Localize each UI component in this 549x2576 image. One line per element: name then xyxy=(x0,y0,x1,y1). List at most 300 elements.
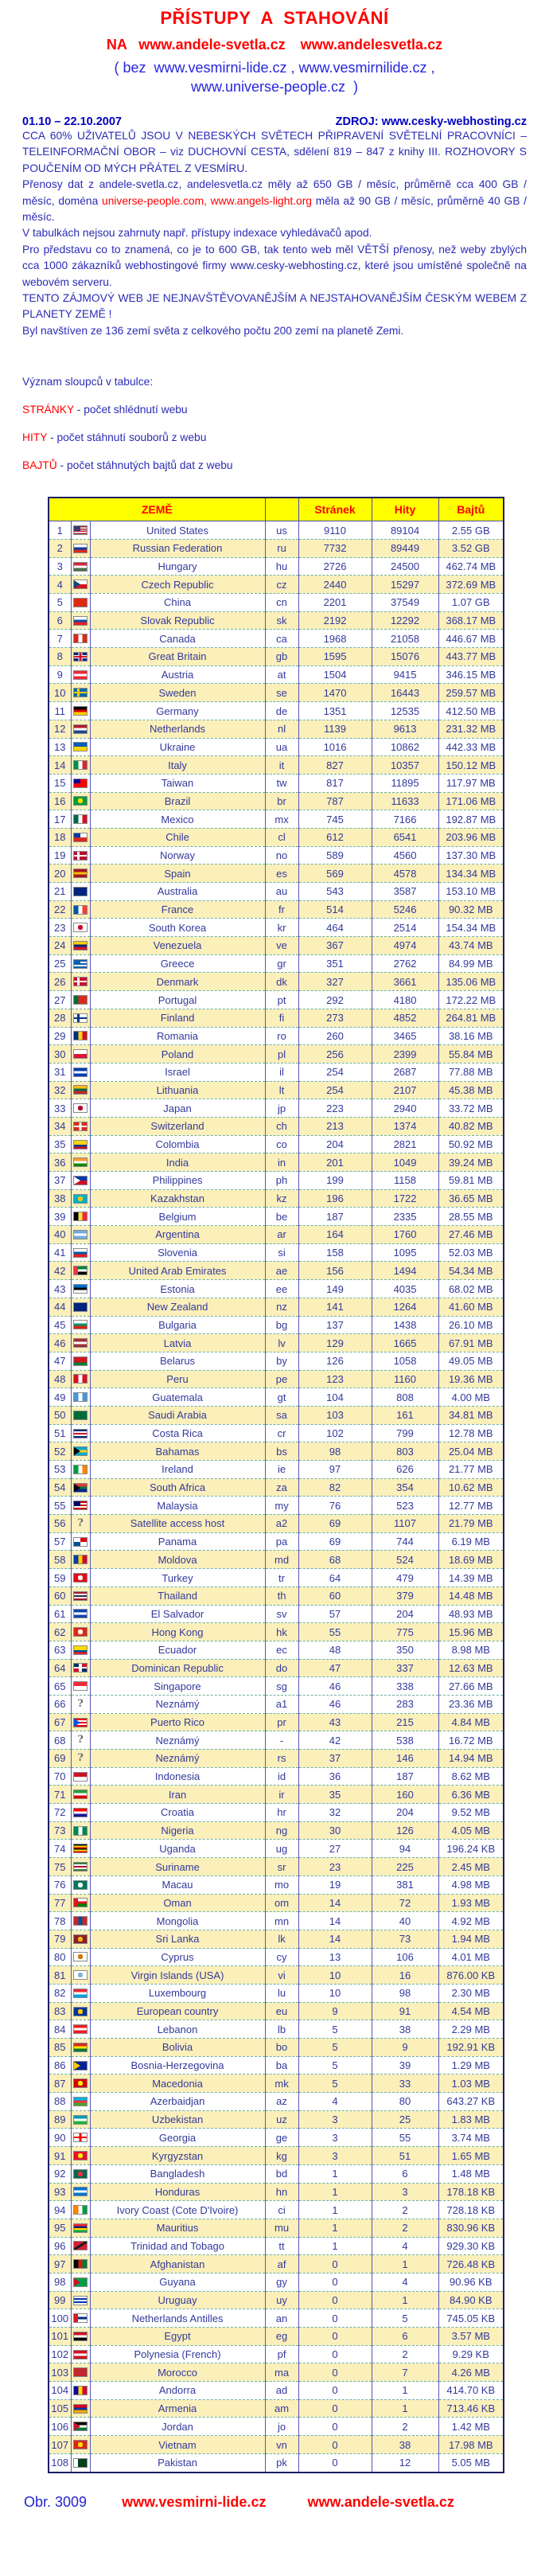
hits-value: 225 xyxy=(372,1858,438,1876)
country-code: lt xyxy=(265,1081,298,1099)
bytes-value: 12.78 MB xyxy=(438,1424,504,1442)
bytes-value: 1.48 MB xyxy=(438,2164,504,2183)
pages-value: 199 xyxy=(298,1172,372,1190)
country-name: Dominican Republic xyxy=(90,1659,265,1677)
country-flag-icon xyxy=(73,2043,88,2052)
table-row xyxy=(49,1298,504,1316)
hits-value: 4 xyxy=(372,2237,438,2255)
hits-value: 89104 xyxy=(372,521,438,540)
country-code: by xyxy=(265,1352,298,1370)
flag-cell xyxy=(71,954,90,973)
flag-cell xyxy=(71,1027,90,1045)
pages-value: 4 xyxy=(298,2093,372,2111)
country-name: Great Britain xyxy=(90,648,265,666)
country-name: Ireland xyxy=(90,1461,265,1479)
table-row xyxy=(49,1442,504,1461)
country-code: be xyxy=(265,1208,298,1226)
table-row xyxy=(49,2093,504,2111)
table-row xyxy=(49,1984,504,2002)
table-row xyxy=(49,2399,504,2418)
country-name: Morocco xyxy=(90,2363,265,2382)
bytes-value: 4.98 MB xyxy=(438,1875,504,1894)
bytes-value: 4.84 MB xyxy=(438,1713,504,1731)
rank-cell: 78 xyxy=(49,1912,71,1930)
country-code: mk xyxy=(265,2074,298,2093)
rank-cell: 95 xyxy=(49,2219,71,2237)
country-name: Peru xyxy=(90,1370,265,1388)
country-name: United Arab Emirates xyxy=(90,1262,265,1280)
bytes-value: 414.70 KB xyxy=(438,2382,504,2400)
flag-cell xyxy=(71,2093,90,2111)
hits-value: 2 xyxy=(372,2201,438,2219)
hits-value: 2399 xyxy=(372,1045,438,1064)
rank-cell: 26 xyxy=(49,973,71,991)
country-flag-icon xyxy=(73,1302,88,1312)
country-name: Hungary xyxy=(90,557,265,576)
hits-value: 15297 xyxy=(372,576,438,594)
country-code: hu xyxy=(265,557,298,576)
country-code: dk xyxy=(265,973,298,991)
rank-cell: 17 xyxy=(49,810,71,829)
country-name: Jordan xyxy=(90,2418,265,2436)
country-flag-icon xyxy=(73,2367,88,2377)
country-flag-icon xyxy=(73,616,88,626)
flag-cell xyxy=(71,1226,90,1244)
flag-cell xyxy=(71,2255,90,2274)
country-flag-icon xyxy=(73,634,88,643)
rank-cell: 91 xyxy=(49,2147,71,2165)
country-name: Uzbekistan xyxy=(90,2110,265,2129)
flag-cell xyxy=(71,1334,90,1352)
hits-value: 1160 xyxy=(372,1370,438,1388)
country-code: ee xyxy=(265,1280,298,1298)
bytes-value: 1.65 MB xyxy=(438,2147,504,2165)
country-code: ge xyxy=(265,2129,298,2147)
pages-value: 42 xyxy=(298,1731,372,1750)
site-link-andelesvetla[interactable]: www.andelesvetla.cz xyxy=(300,37,443,53)
pages-value: 351 xyxy=(298,954,372,973)
country-flag-icon: ? xyxy=(77,1697,84,1710)
rank-cell: 37 xyxy=(49,1172,71,1190)
pages-value: 2726 xyxy=(298,557,372,576)
bytes-value: 3.57 MB xyxy=(438,2328,504,2346)
source-link[interactable]: ZDROJ: www.cesky-webhosting.cz xyxy=(335,115,527,128)
bytes-value: 1.83 MB xyxy=(438,2110,504,2129)
bytes-value: 27.66 MB xyxy=(438,1677,504,1696)
bytes-value: 2.45 MB xyxy=(438,1858,504,1876)
flag-cell xyxy=(71,1370,90,1388)
rank-cell: 60 xyxy=(49,1587,71,1605)
country-code: co xyxy=(265,1135,298,1153)
footer-link-vesmirni-lide[interactable]: www.vesmirni-lide.cz xyxy=(122,2493,267,2510)
flag-cell xyxy=(71,1497,90,1515)
table-row xyxy=(49,702,504,720)
pages-value: 36 xyxy=(298,1767,372,1786)
rank-cell: 83 xyxy=(49,2002,71,2020)
country-flag-icon xyxy=(73,2386,88,2395)
pages-value: 68 xyxy=(298,1551,372,1569)
paragraph-comparison: Pro představu co to znamená, co je to 600 GB, tak tento web měl VĚTŠÍ přenosy, než weby zbylých cca 1000 zákazníků webhostingové firmy www.cesky-webhosting.cz, které jsou umístěné společně na webovém serveru. xyxy=(22,243,527,288)
country-code: pr xyxy=(265,1713,298,1731)
bytes-value: 43.74 MB xyxy=(438,937,504,955)
hits-value: 9415 xyxy=(372,665,438,684)
rank-cell: 36 xyxy=(49,1153,71,1172)
country-code: fr xyxy=(265,900,298,919)
country-name: Belarus xyxy=(90,1352,265,1370)
hits-value: 9613 xyxy=(372,720,438,738)
rank-cell: 16 xyxy=(49,792,71,810)
table-row xyxy=(49,665,504,684)
rank-cell: 97 xyxy=(49,2255,71,2274)
table-row xyxy=(49,1478,504,1497)
flag-cell xyxy=(71,1767,90,1786)
bytes-value: 12.77 MB xyxy=(438,1497,504,1515)
bytes-value: 90.96 KB xyxy=(438,2273,504,2291)
country-flag-icon xyxy=(73,1573,88,1583)
hits-value: 146 xyxy=(372,1750,438,1768)
bytes-value: 231.32 MB xyxy=(438,720,504,738)
flag-cell xyxy=(71,738,90,756)
flag-cell xyxy=(71,1208,90,1226)
country-name: Chile xyxy=(90,828,265,846)
country-code: id xyxy=(265,1767,298,1786)
pages-value: 5 xyxy=(298,2020,372,2039)
country-code: - xyxy=(265,1731,298,1750)
country-flag-icon xyxy=(73,1501,88,1510)
table-row xyxy=(49,2183,504,2201)
country-code: tr xyxy=(265,1569,298,1587)
bytes-value: 39.24 MB xyxy=(438,1153,504,1172)
country-code: kz xyxy=(265,1189,298,1208)
pages-value: 32 xyxy=(298,1804,372,1822)
bytes-value: 713.46 KB xyxy=(438,2399,504,2418)
table-row xyxy=(49,630,504,648)
country-code: ma xyxy=(265,2363,298,2382)
country-flag-icon xyxy=(73,1356,88,1366)
flag-cell xyxy=(71,1713,90,1731)
country-name: Polynesia (French) xyxy=(90,2345,265,2363)
flag-cell xyxy=(71,1750,90,1768)
hits-value: 51 xyxy=(372,2147,438,2165)
flag-cell xyxy=(71,2129,90,2147)
pages-value: 13 xyxy=(298,1948,372,1966)
flag-cell xyxy=(71,1388,90,1407)
flag-cell xyxy=(71,2074,90,2093)
pages-value: 126 xyxy=(298,1352,372,1370)
country-flag-icon xyxy=(73,1718,88,1727)
rank-cell: 70 xyxy=(49,1767,71,1786)
legend-title: Význam sloupců v tabulce: xyxy=(22,376,154,388)
flag-cell xyxy=(71,1966,90,1985)
pages-value: 0 xyxy=(298,2418,372,2436)
table-row xyxy=(49,1677,504,1696)
country-flag-icon xyxy=(73,2241,88,2250)
flag-cell xyxy=(71,1786,90,1804)
pages-value: 223 xyxy=(298,1099,372,1118)
bytes-value: 6.36 MB xyxy=(438,1786,504,1804)
hits-value: 38 xyxy=(372,2436,438,2454)
country-code: cz xyxy=(265,576,298,594)
country-name: Suriname xyxy=(90,1858,265,1876)
country-code: a2 xyxy=(265,1515,298,1533)
country-flag-icon xyxy=(73,1880,88,1890)
country-name: Finland xyxy=(90,1009,265,1027)
hits-value: 11633 xyxy=(372,792,438,810)
bytes-value: 5.05 MB xyxy=(451,2457,490,2469)
pages-value: 0 xyxy=(298,2273,372,2291)
hits-value: 2 xyxy=(372,2219,438,2237)
country-code: br xyxy=(265,792,298,810)
pages-value: 35 xyxy=(298,1786,372,1804)
country-name: Azerbaidjan xyxy=(90,2093,265,2111)
table-row xyxy=(49,1767,504,1786)
hits-value: 3465 xyxy=(372,1027,438,1045)
rank-cell: 2 xyxy=(49,539,71,557)
bytes-value: 1.29 MB xyxy=(438,2056,504,2074)
table-row xyxy=(49,846,504,865)
footer-link-andele-svetla[interactable]: www.andele-svetla.cz xyxy=(307,2493,454,2510)
country-flag-icon xyxy=(73,2169,88,2179)
table-row xyxy=(49,1659,504,1677)
bytes-value: 26.10 MB xyxy=(438,1316,504,1334)
flag-cell xyxy=(71,991,90,1009)
country-name: South Africa xyxy=(90,1478,265,1497)
country-name: Luxembourg xyxy=(90,1984,265,2002)
rank-cell: 3 xyxy=(49,557,71,576)
table-row xyxy=(49,576,504,594)
pages-value: 0 xyxy=(298,2436,372,2454)
country-name: Mexico xyxy=(90,810,265,829)
country-flag-icon xyxy=(73,1663,88,1672)
country-name: Germany xyxy=(90,702,265,720)
rank-cell: 39 xyxy=(49,1208,71,1226)
pages-value: 69 xyxy=(298,1532,372,1551)
pages-value: 19 xyxy=(298,1875,372,1894)
flag-cell xyxy=(71,774,90,792)
flag-cell xyxy=(71,1406,90,1424)
country-code: bd xyxy=(265,2164,298,2183)
flag-cell xyxy=(71,521,90,540)
country-code: ec xyxy=(265,1641,298,1659)
bytes-value: 28.55 MB xyxy=(438,1208,504,1226)
flag-cell xyxy=(71,2147,90,2165)
country-flag-icon xyxy=(73,1844,88,1853)
table-row xyxy=(49,900,504,919)
table-row xyxy=(49,1262,504,1280)
country-code: sg xyxy=(265,1677,298,1696)
country-code: ad xyxy=(265,2382,298,2400)
country-code: lk xyxy=(265,1930,298,1948)
bytes-value: 4.54 MB xyxy=(438,2002,504,2020)
table-row xyxy=(49,1551,504,1569)
country-flag-icon xyxy=(73,923,88,932)
legend-desc-hity: - počet stáhnutí souborů z webu xyxy=(50,431,207,444)
flag-cell xyxy=(71,1569,90,1587)
country-name: Turkey xyxy=(90,1569,265,1587)
hits-value: 808 xyxy=(372,1388,438,1407)
paragraph-transfers xyxy=(22,177,527,225)
country-name: Andorra xyxy=(90,2382,265,2400)
country-code: jp xyxy=(265,1099,298,1118)
hits-value: 80 xyxy=(372,2093,438,2111)
country-code: no xyxy=(265,846,298,865)
country-flag-icon xyxy=(73,760,88,770)
bytes-value: 3.52 GB xyxy=(438,539,504,557)
country-flag-icon xyxy=(73,2422,88,2431)
country-code: tw xyxy=(265,774,298,792)
flag-cell xyxy=(71,611,90,630)
table-row xyxy=(49,2382,504,2400)
bytes-value: 27.46 MB xyxy=(438,1226,504,1244)
bytes-value: 10.62 MB xyxy=(438,1478,504,1497)
country-flag-icon xyxy=(73,706,88,716)
country-flag-icon xyxy=(73,1555,88,1564)
bytes-value: 41.60 MB xyxy=(438,1298,504,1316)
hits-value: 479 xyxy=(372,1569,438,1587)
rank-cell: 75 xyxy=(49,1858,71,1876)
country-flag-icon xyxy=(73,1627,88,1637)
rank-cell: 30 xyxy=(49,1045,71,1064)
hits-value: 16 xyxy=(372,1966,438,1985)
hits-value: 160 xyxy=(372,1786,438,1804)
rank-cell: 104 xyxy=(49,2382,71,2400)
flag-cell xyxy=(71,1063,90,1081)
country-name: Brazil xyxy=(90,792,265,810)
table-row xyxy=(49,2056,504,2074)
country-flag-icon xyxy=(73,1392,88,1402)
pages-value: 196 xyxy=(298,1189,372,1208)
country-flag-icon xyxy=(73,779,88,788)
flag-cell xyxy=(71,1352,90,1370)
flag-cell xyxy=(71,1262,90,1280)
hits-value: 337 xyxy=(372,1659,438,1677)
country-flag-icon xyxy=(73,2133,88,2142)
table-header-row xyxy=(49,498,504,521)
country-name: Lebanon xyxy=(90,2020,265,2039)
country-flag-icon xyxy=(73,2078,88,2088)
country-name: Mauritius xyxy=(90,2219,265,2237)
rank-cell: 100 xyxy=(49,2309,71,2328)
table-row xyxy=(49,1731,504,1750)
country-flag-icon xyxy=(73,1952,88,1961)
bytes-value: 154.34 MB xyxy=(438,919,504,937)
hits-value: 2 xyxy=(372,2418,438,2436)
flag-cell xyxy=(71,1930,90,1948)
rank-cell: 62 xyxy=(49,1623,71,1641)
pages-value: 0 xyxy=(298,2382,372,2400)
country-name: Ecuador xyxy=(90,1641,265,1659)
country-name: Guyana xyxy=(90,2273,265,2291)
flag-cell xyxy=(71,2382,90,2400)
bytes-value: 643.27 KB xyxy=(438,2093,504,2111)
table-row xyxy=(49,1334,504,1352)
bytes-value: 462.74 MB xyxy=(438,557,504,576)
country-name: Slovenia xyxy=(90,1243,265,1262)
rank-cell: 45 xyxy=(49,1316,71,1334)
pages-value: 0 xyxy=(298,2399,372,2418)
pages-value: 5 xyxy=(298,2039,372,2057)
country-code: mn xyxy=(265,1912,298,1930)
country-flag-icon xyxy=(73,1103,88,1113)
bytes-value: 192.87 MB xyxy=(438,810,504,829)
country-code: pl xyxy=(265,1045,298,1064)
flag-cell xyxy=(71,1081,90,1099)
table-row xyxy=(49,1045,504,1064)
rank-cell: 34 xyxy=(49,1117,71,1135)
pages-value: 0 xyxy=(298,2309,372,2328)
country-flag-icon xyxy=(73,652,88,662)
country-name: Armenia xyxy=(90,2399,265,2418)
rank-cell: 33 xyxy=(49,1099,71,1118)
rank-cell: 74 xyxy=(49,1840,71,1858)
column-header-pages: Stránek xyxy=(298,498,372,521)
bytes-value: 9.52 MB xyxy=(438,1804,504,1822)
hits-value: 3 xyxy=(372,2183,438,2201)
flag-cell xyxy=(71,2201,90,2219)
table-row xyxy=(49,1695,504,1713)
flag-cell xyxy=(71,1172,90,1190)
rank-cell: 29 xyxy=(49,1027,71,1045)
bytes-value: 446.67 MB xyxy=(438,630,504,648)
hits-value: 4035 xyxy=(372,1280,438,1298)
country-code: cn xyxy=(265,594,298,612)
flag-cell xyxy=(71,2020,90,2039)
pages-value: 2192 xyxy=(298,611,372,630)
country-name: El Salvador xyxy=(90,1605,265,1623)
flag-cell xyxy=(71,1948,90,1966)
table-row xyxy=(49,1352,504,1370)
pages-value: 589 xyxy=(298,846,372,865)
country-flag-icon xyxy=(73,562,88,572)
country-name: Latvia xyxy=(90,1334,265,1352)
country-name: Portugal xyxy=(90,991,265,1009)
country-flag-icon xyxy=(73,1465,88,1474)
rank-cell: 80 xyxy=(49,1948,71,1966)
hits-value: 799 xyxy=(372,1424,438,1442)
country-name: China xyxy=(90,594,265,612)
country-flag-icon xyxy=(73,1808,88,1817)
hits-value: 2 xyxy=(372,2345,438,2363)
hits-value: 1158 xyxy=(372,1172,438,1190)
table-row xyxy=(49,1388,504,1407)
rank-cell: 14 xyxy=(49,756,71,775)
country-name: South Korea xyxy=(90,919,265,937)
site-link-andele-svetla[interactable]: www.andele-svetla.cz xyxy=(138,37,286,53)
rank-cell: 72 xyxy=(49,1804,71,1822)
country-code: es xyxy=(265,865,298,883)
country-name: Satellite access host xyxy=(90,1515,265,1533)
country-name: Oman xyxy=(90,1894,265,1912)
hits-value: 6 xyxy=(372,2164,438,2183)
hits-value: 73 xyxy=(372,1930,438,1948)
country-flag-icon xyxy=(73,1320,88,1329)
country-name: Denmark xyxy=(90,973,265,991)
table-row xyxy=(49,756,504,775)
country-code: a1 xyxy=(265,1695,298,1713)
pages-value: 141 xyxy=(298,1298,372,1316)
flag-cell xyxy=(71,2436,90,2454)
country-code: tt xyxy=(265,2237,298,2255)
table-row xyxy=(49,2418,504,2436)
hits-value: 12292 xyxy=(372,611,438,630)
hits-value: 21058 xyxy=(372,630,438,648)
country-code: an xyxy=(265,2309,298,2328)
hits-value: 350 xyxy=(372,1641,438,1659)
country-name: Ukraine xyxy=(90,738,265,756)
hits-value: 524 xyxy=(372,1551,438,1569)
flag-cell xyxy=(71,1875,90,1894)
date-range: 01.10 – 22.10.2007 xyxy=(22,115,122,128)
